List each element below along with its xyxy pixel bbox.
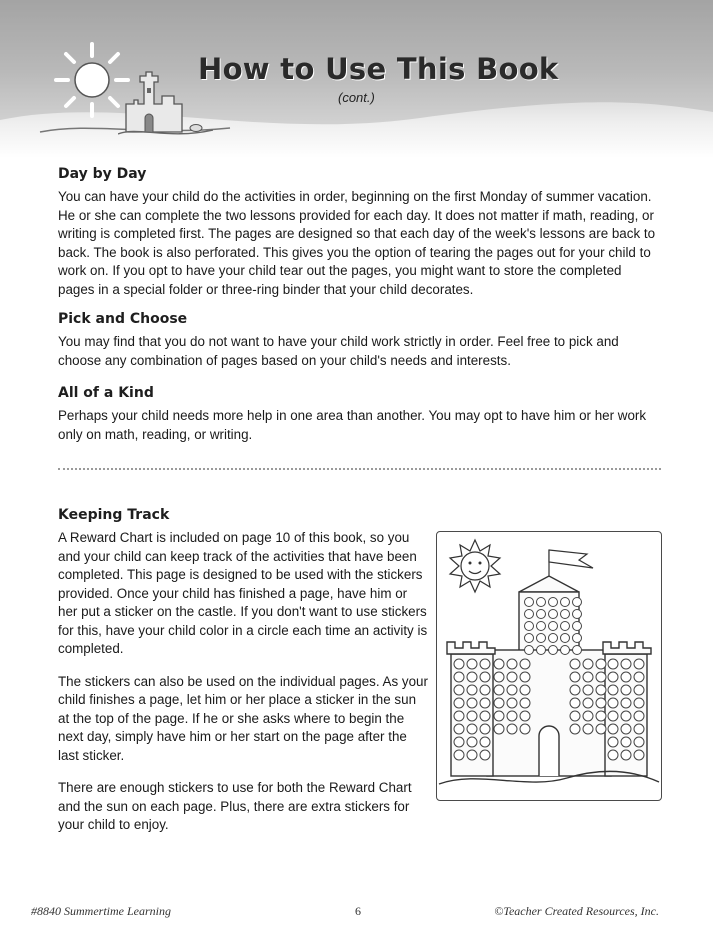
sticker-circle xyxy=(520,659,530,669)
sticker-circle xyxy=(634,672,644,682)
sticker-circle xyxy=(494,685,504,695)
sticker-circle xyxy=(507,698,517,708)
sticker-circle xyxy=(454,750,464,760)
sticker-circle xyxy=(634,698,644,708)
sticker-circle xyxy=(583,672,593,682)
sticker-circle xyxy=(621,685,631,695)
sticker-circle xyxy=(634,659,644,669)
section-heading: Day by Day xyxy=(58,166,147,182)
sticker-circle xyxy=(621,672,631,682)
sticker-circle xyxy=(596,724,606,734)
sticker-circle xyxy=(621,711,631,721)
footer-copyright: ©Teacher Created Resources, Inc. xyxy=(494,904,659,918)
section-all-of-a-kind xyxy=(58,385,658,444)
sticker-circle xyxy=(570,685,580,695)
sticker-circle xyxy=(561,598,570,607)
sticker-circle xyxy=(583,724,593,734)
sticker-circle xyxy=(480,672,490,682)
sticker-circle xyxy=(507,711,517,721)
section-paragraph: A Reward Chart is included on page 10 of this book, so you and your child can keep track of the activities that have been completed. This page is designed to be used with the stickers provided. Once your child has finished a page, have him or her put a sticker on the castle. If you don't want to use stickers for this, have your child color in a circle each time an activity is completed. xyxy=(58,530,428,656)
sticker-circle xyxy=(596,711,606,721)
sticker-circle xyxy=(520,711,530,721)
sticker-circle xyxy=(570,711,580,721)
sticker-circle xyxy=(480,685,490,695)
sticker-circle xyxy=(596,672,606,682)
page-subtitle: (cont.) xyxy=(338,90,375,105)
sticker-circle xyxy=(634,685,644,695)
sticker-circle xyxy=(507,659,517,669)
sticker-circle xyxy=(621,698,631,708)
sticker-circle xyxy=(467,698,477,708)
sticker-circle xyxy=(537,610,546,619)
sticker-circle xyxy=(570,672,580,682)
castle-sun-icon xyxy=(450,540,500,592)
section-body: Perhaps your child needs more help in one area than another. You may opt to have him or her work only on math, reading, or writing. xyxy=(58,408,647,442)
sticker-circle xyxy=(608,659,618,669)
sticker-circle xyxy=(608,685,618,695)
sticker-circle xyxy=(608,711,618,721)
sticker-circle xyxy=(467,711,477,721)
sticker-circle xyxy=(467,672,477,682)
sticker-circle xyxy=(621,737,631,747)
sticker-circle xyxy=(561,634,570,643)
sticker-circle xyxy=(494,659,504,669)
sticker-circle xyxy=(520,724,530,734)
sticker-circle xyxy=(467,724,477,734)
sticker-circle xyxy=(454,672,464,682)
sticker-circle xyxy=(494,724,504,734)
footer-page-number: 6 xyxy=(355,904,361,918)
sticker-circle xyxy=(583,659,593,669)
sticker-circle xyxy=(537,646,546,655)
sticker-circle xyxy=(583,685,593,695)
reward-chart-illustration xyxy=(436,531,662,801)
sticker-circle xyxy=(480,737,490,747)
section-divider xyxy=(58,468,661,470)
section-paragraph: There are enough stickers to use for both the Reward Chart and the sun on each page. Plus, there are extra stickers for your child to enjoy. xyxy=(58,780,412,832)
section-body: You can have your child do the activities in order, beginning on the first Monday of summer vacation. He or she can complete the two lessons provided for each day. It does not matter if math, reading, or writing is completed first. The pages are designed so that each day of the week's lessons are back to back. The book is also perforated. This gives you the option of tearing the pages out for your child to work on. If you opt to have your child tear out the pages, you might want to store the completed pages in a special folder or three-ring binder that your child decorates. xyxy=(58,189,656,297)
sticker-circle xyxy=(573,598,582,607)
section-paragraph: The stickers can also be used on the individual pages. As your child finishes a page, let him or her place a sticker in the sun at the top of the page. If he or she asks where to begin the next day, simply have him or her start on the page after the last sticker. xyxy=(58,673,428,763)
page-title: How to Use This Book xyxy=(198,52,559,86)
page-header xyxy=(0,0,713,158)
sticker-circle xyxy=(507,685,517,695)
sticker-circle xyxy=(494,711,504,721)
sticker-circle xyxy=(480,750,490,760)
sticker-circle xyxy=(608,672,618,682)
sticker-circle xyxy=(507,724,517,734)
sticker-circle xyxy=(583,698,593,708)
sticker-circle xyxy=(454,685,464,695)
sticker-circle xyxy=(634,737,644,747)
sticker-circle xyxy=(596,698,606,708)
sticker-circle xyxy=(573,634,582,643)
section-day-by-day xyxy=(58,166,658,299)
sticker-circle xyxy=(467,750,477,760)
sticker-circle xyxy=(494,672,504,682)
sticker-circle xyxy=(608,724,618,734)
sticker-circle xyxy=(570,698,580,708)
sticker-circle xyxy=(549,646,558,655)
sticker-circle xyxy=(634,711,644,721)
sticker-circle xyxy=(570,659,580,669)
sticker-circle xyxy=(520,672,530,682)
sticker-circle xyxy=(570,724,580,734)
sticker-circle xyxy=(467,737,477,747)
footer-book-title: #8840 Summertime Learning xyxy=(31,904,171,918)
sticker-circle xyxy=(520,698,530,708)
section-pick-and-choose xyxy=(58,311,658,370)
sticker-circle xyxy=(454,737,464,747)
sticker-circle xyxy=(608,698,618,708)
sticker-circle xyxy=(454,698,464,708)
sticker-circle xyxy=(467,685,477,695)
sticker-circle xyxy=(537,634,546,643)
sticker-circle xyxy=(480,711,490,721)
sticker-circle xyxy=(480,698,490,708)
sticker-circle xyxy=(454,724,464,734)
sticker-circle xyxy=(454,711,464,721)
section-keeping-track xyxy=(58,507,430,835)
sticker-circle xyxy=(634,724,644,734)
sticker-circle xyxy=(583,711,593,721)
sticker-circle xyxy=(573,610,582,619)
sticker-circle xyxy=(608,737,618,747)
sticker-circle xyxy=(480,724,490,734)
section-body: You may find that you do not want to have your child work strictly in order. Feel free to pick and choose any combination of pages based on your child's needs and interests. xyxy=(58,334,619,368)
sticker-circle xyxy=(621,659,631,669)
sticker-circle xyxy=(507,672,517,682)
sticker-circle xyxy=(549,598,558,607)
sticker-circle xyxy=(634,750,644,760)
section-heading: All of a Kind xyxy=(58,385,154,401)
sticker-circle xyxy=(454,659,464,669)
sticker-circle xyxy=(608,750,618,760)
sticker-circle xyxy=(549,634,558,643)
sticker-circle xyxy=(561,622,570,631)
sticker-circle xyxy=(494,698,504,708)
sticker-circle xyxy=(537,598,546,607)
sticker-circle xyxy=(596,685,606,695)
sticker-circle xyxy=(525,646,534,655)
section-heading: Keeping Track xyxy=(58,507,170,523)
sticker-circle xyxy=(520,685,530,695)
sticker-circle xyxy=(561,610,570,619)
sticker-circle xyxy=(480,659,490,669)
sticker-circle xyxy=(573,622,582,631)
sticker-circle xyxy=(525,634,534,643)
section-heading: Pick and Choose xyxy=(58,311,188,327)
sticker-circle xyxy=(573,646,582,655)
sticker-circle xyxy=(525,610,534,619)
sticker-circle xyxy=(537,622,546,631)
sticker-circle xyxy=(549,610,558,619)
sticker-circle xyxy=(596,659,606,669)
sticker-circle xyxy=(549,622,558,631)
sticker-circle xyxy=(525,622,534,631)
sticker-circle xyxy=(525,598,534,607)
sticker-circle xyxy=(621,724,631,734)
sticker-circle xyxy=(561,646,570,655)
reward-chart-castle-icon xyxy=(437,532,661,800)
sticker-circle xyxy=(467,659,477,669)
sticker-circle xyxy=(621,750,631,760)
